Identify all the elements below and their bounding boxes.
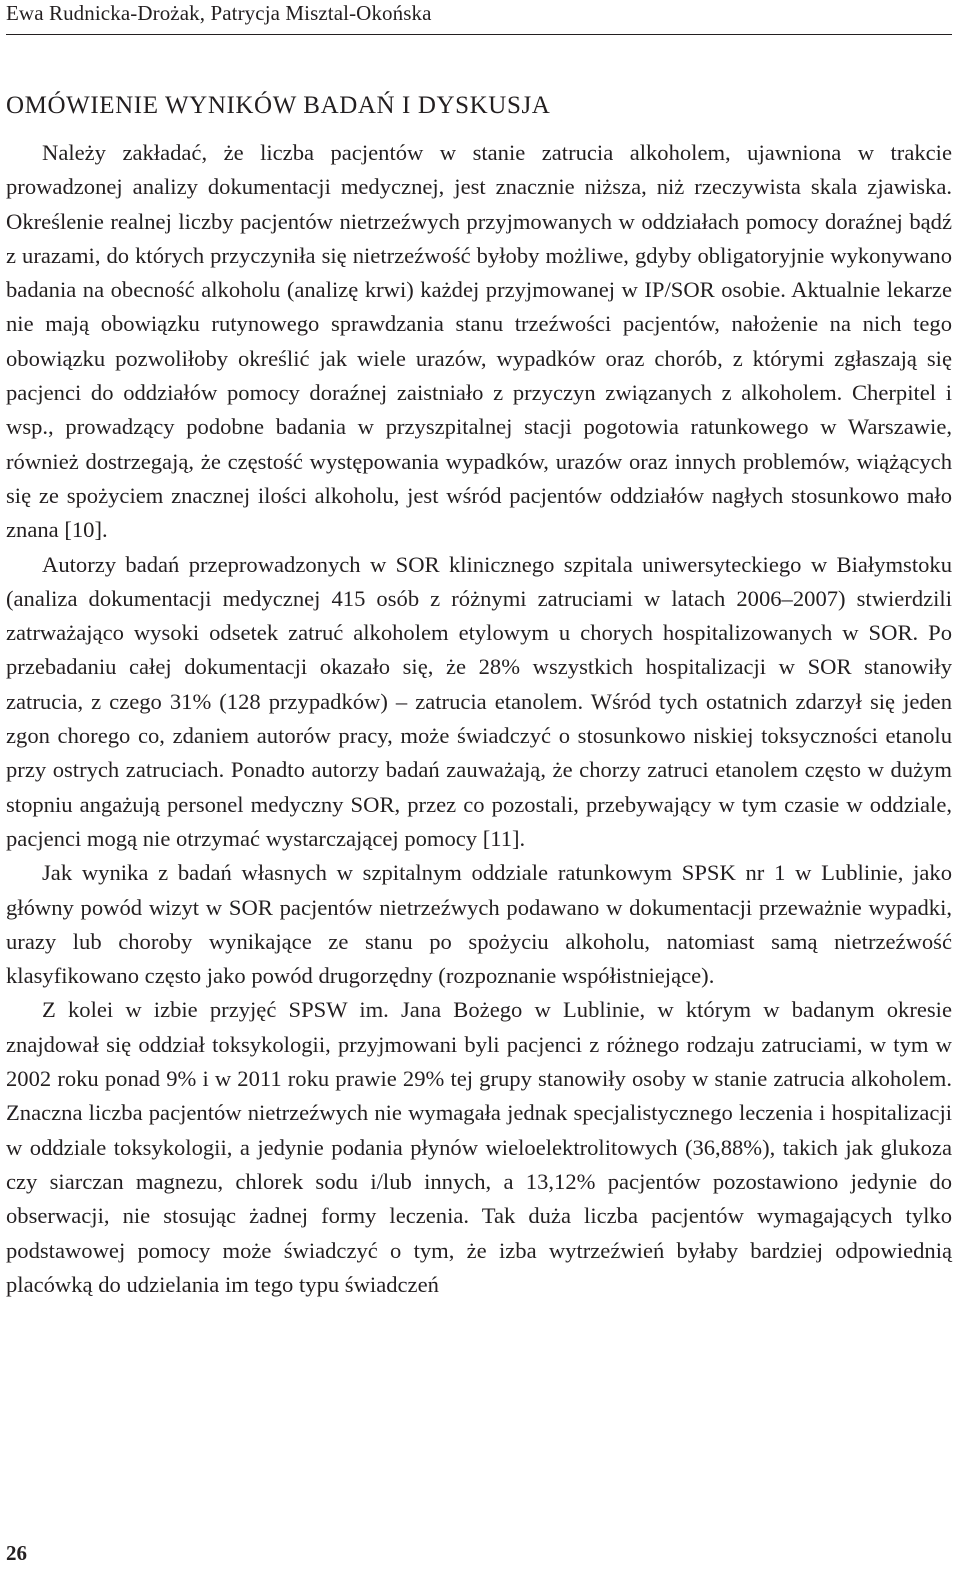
header-divider [6, 34, 952, 35]
paragraph-4: Z kolei w izbie przyjęć SPSW im. Jana Bożego w Lublinie, w którym w badanym okresie znajdował się oddział toksykologii, przyjmowani byli pacjenci z różnego rodzaju zatruciami, w tym w 2002 roku ponad 9% i w 2011 roku prawie 29% tej grupy stanowiły osoby w stanie zatrucia alkoholem. Znaczna liczba pacjentów nietrzeźwych nie wymagała jednak specjalistycznego leczenia i hospitalizacji w oddziale toksykologii, a jedynie podania płynów wieloelektrolitowych (36,88%), takich jak glukoza czy siarczan magnezu, chlorek sodu i/lub innych, a 13,12% pacjentów pozostawiono jedynie do obserwacji, nie stosując żadnej formy leczenia. Tak duża liczba pacjentów wymagających tylko podstawowej pomocy może świadczyć o tym, że izba wytrzeźwień byłaby bardziej odpowiednią placówką do udzielania im tego typu świadczeń [6, 997, 952, 1297]
document-page [6, 0, 952, 1576]
running-header-authors: Ewa Rudnicka-Drożak, Patrycja Misztal-Okońska [6, 1, 432, 25]
body-text [6, 136, 952, 1302]
paragraph-3: Jak wynika z badań własnych w szpitalnym oddziale ratunkowym SPSK nr 1 w Lublinie, jako główny powód wizyt w SOR pacjentów nietrzeźwych podawano w dokumentacji przeważnie wypadki, urazy lub choroby wynikające ze stanu po spożyciu alkoholu, natomiast samą nietrzeźwość klasyfikowano często jako powód drugorzędny (rozpoznanie współistniejące). [6, 860, 952, 989]
paragraph-2: Autorzy badań przeprowadzonych w SOR klinicznego szpitala uniwersyteckiego w Białymstoku (analiza dokumentacji medycznej 415 osób z różnymi zatruciami w latach 2006–2007) stwierdzili zatrważająco wysoki odsetek zatruć alkoholem etylowym u chorych hospitalizowanych w SOR. Po przebadaniu całej dokumentacji okazało się, że 28% wszystkich hospitalizacji w SOR stanowiły zatrucia, z czego 31% (128 przypadków) – zatrucia etanolem. Wśród tych ostatnich zdarzył się jeden zgon chorego co, zdaniem autorów pracy, może świadczyć o stosunkowo niskiej toksyczności etanolu przy ostrych zatruciach. Ponadto autorzy badań zauważają, że chorzy zatruci etanolem często w dużym stopniu angażują personel medyczny SOR, przez co pozostali, przebywający w tym czasie w oddziale, pacjenci mogą nie otrzymać wystarczającej pomocy [11]. [6, 551, 952, 851]
paragraph-1: Należy zakładać, że liczba pacjentów w stanie zatrucia alkoholem, ujawniona w trakcie prowadzonej analizy dokumentacji medycznej, jest znacznie niższa, niż rzeczywista skala zjawiska. Określenie realnej liczby pacjentów nietrzeźwych przyjmowanych w oddziałach pomocy doraźnej bądź z urazami, do których przyczyniła się nietrzeźwość byłoby możliwe, gdyby obligatoryjnie wykonywano badania na obecność alkoholu (analizę krwi) każdej przyjmowanej w IP/SOR osobie. Aktualnie lekarze nie mają obowiązku rutynowego sprawdzania stanu trzeźwości pacjentów, nałożenie na nich tego obowiązku pozwoliłoby określić jak wiele urazów, wypadków oraz chorób, z którymi zgłaszają się pacjenci do oddziałów pomocy doraźnej zaistniało z przyczyn związanych z alkoholem. Cherpitel i wsp., prowadzący podobne badania w przyszpitalnej stacji pogotowia ratunkowego w Warszawie, również dostrzegają, że częstość występowania wypadków, urazów oraz innych problemów, wiążących się ze spożyciem znacznej ilości alkoholu, jest wśród pacjentów oddziałów nagłych stosunkowo mało znana [10]. [6, 140, 952, 543]
section-title: OMÓWIENIE WYNIKÓW BADAŃ I DYSKUSJA [6, 91, 551, 119]
page-number: 26 [6, 1541, 27, 1565]
